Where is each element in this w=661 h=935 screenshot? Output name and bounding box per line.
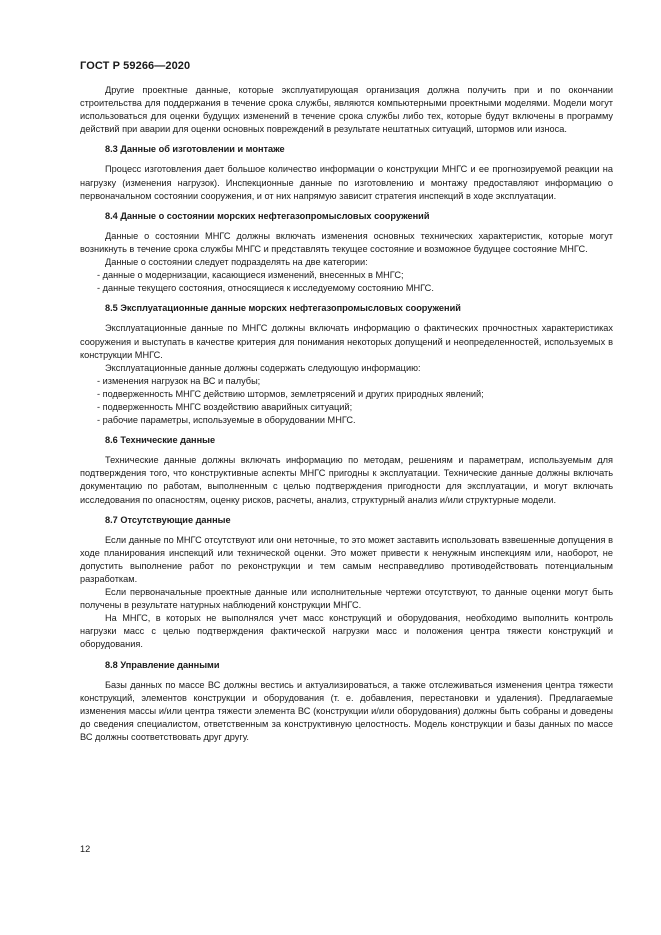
section-8-8-paragraph: Базы данных по массе ВС должны вестись и актуализироваться, а также отслеживаться изменения центра тяжести конструкций, элементов конструкции и оборудования (т. е. добавления, перестановки и удаления). Предлагаемые изменения массы и/или центра тяжести элемента ВС (конструкции и/или оборудования) должны быть собраны и доведены до сведения специалистом, ответственным за конструктивную целостность. Модель конструкции и базы данных по массе ВС должны соответствовать друг другу. xyxy=(80,679,613,743)
list-item: - подверженность МНГС действию штормов, землетрясений и других природных явлений; xyxy=(80,388,613,401)
section-8-4-paragraph-2: Данные о состоянии следует подразделять на две категории: xyxy=(105,257,368,268)
section-8-7-paragraph-2: Если первоначальные проектные данные или исполнительные чертежи отсутствуют, то данные оценки могут быть получены в результате натурных наблюдений конструкции МНГС. xyxy=(80,587,613,611)
section-8-3-paragraph: Процесс изготовления дает большое количество информации о конструкции МНГС и ее прогнозируемой реакции на нагрузку (изменения нагрузок). Инспекционные данные по изготовлению и монтажу предоставляют информацию о первоначальном состоянии сооружения, и от них напрямую зависит стратегия инспекций в ходе эксплуатации. xyxy=(80,164,613,201)
list-item: - изменения нагрузок на ВС и палубы; xyxy=(80,375,613,388)
section-heading-8-4: 8.4 Данные о состоянии морских нефтегазопромысловых сооружений xyxy=(105,210,430,221)
intro-paragraph: Другие проектные данные, которые эксплуатирующая организация должна получить при и по окончании строительства для поддержания в течение срока службы, являются компьютерными проектными моделями. Модели могут использоваться для оценки будущих изменений в течение срока службы либо тех, которые будут включены в программу действий при аварии для оценки основных повреждений в результате нештатных ситуаций, штормов или износа. xyxy=(80,85,613,135)
section-8-7-paragraph-3: На МНГС, в которых не выполнялся учет масс конструкций и оборудования, необходимо выполнить контроль нагрузки масс с целью подтверждения фактической нагрузки масс и положения центра тяжести конструкций и оборудования. xyxy=(80,613,613,650)
section-8-6-paragraph: Технические данные должны включать информацию по методам, решениям и параметрам, используемым для подтверждения того, что конструктивные аспекты МНГС пригодны к эксплуатации. Технические данные должны включать документацию по работам, выполненным с целью подтверждения пригодности для эксплуатации, и могут включать исследования по опасностям, оценку рисков, расчеты, анализ, структурный анализ и/или структурные модели. xyxy=(80,455,613,505)
document-body xyxy=(80,84,613,744)
section-8-4-paragraph-1: Данные о состоянии МНГС должны включать изменения основных технических характеристик, которые могут возникнуть в течение срока службы МНГС и представлять текущее состояние и возможное будущее состояние МНГС. xyxy=(80,230,613,254)
section-heading-8-6: 8.6 Технические данные xyxy=(105,435,216,446)
section-8-5-paragraph-2: Эксплуатационные данные должны содержать следующую информацию: xyxy=(105,362,421,373)
section-8-4-list xyxy=(80,269,613,295)
section-8-7-paragraph-1: Если данные по МНГС отсутствуют или они неточные, то это может заставить использовать взвешенные допущения в ходе планирования инспекций или технической оценки. Это может привести к ненужным инспекциям или, наоборот, не допустить выполнение работ по реконструкции и тем самым несправедливо противодействовать потенциальным разработкам. xyxy=(80,534,613,584)
section-heading-8-5: 8.5 Эксплуатационные данные морских нефтегазопромысловых сооружений xyxy=(105,303,461,314)
section-heading-8-8: 8.8 Управление данными xyxy=(105,659,220,670)
list-item: - рабочие параметры, используемые в оборудовании МНГС. xyxy=(80,414,613,427)
list-item: - данные текущего состояния, относящиеся к исследуемому состоянию МНГС. xyxy=(80,282,613,295)
section-8-5-paragraph-1: Эксплуатационные данные по МНГС должны включать информацию о фактических прочностных характеристиках сооружения и выступать в качестве критерия для понимания некоторых допущений и неопределенностей, используемых в конструкции МНГС. xyxy=(80,323,613,360)
page-number: 12 xyxy=(80,844,91,854)
section-heading-8-7: 8.7 Отсутствующие данные xyxy=(105,514,231,525)
list-item: - подверженность МНГС воздействию аварийных ситуаций; xyxy=(80,401,613,414)
document-header: ГОСТ Р 59266—2020 xyxy=(80,60,191,72)
section-8-5-list xyxy=(80,375,613,427)
list-item: - данные о модернизации, касающиеся изменений, внесенных в МНГС; xyxy=(80,269,613,282)
section-heading-8-3: 8.3 Данные об изготовлении и монтаже xyxy=(105,144,285,155)
